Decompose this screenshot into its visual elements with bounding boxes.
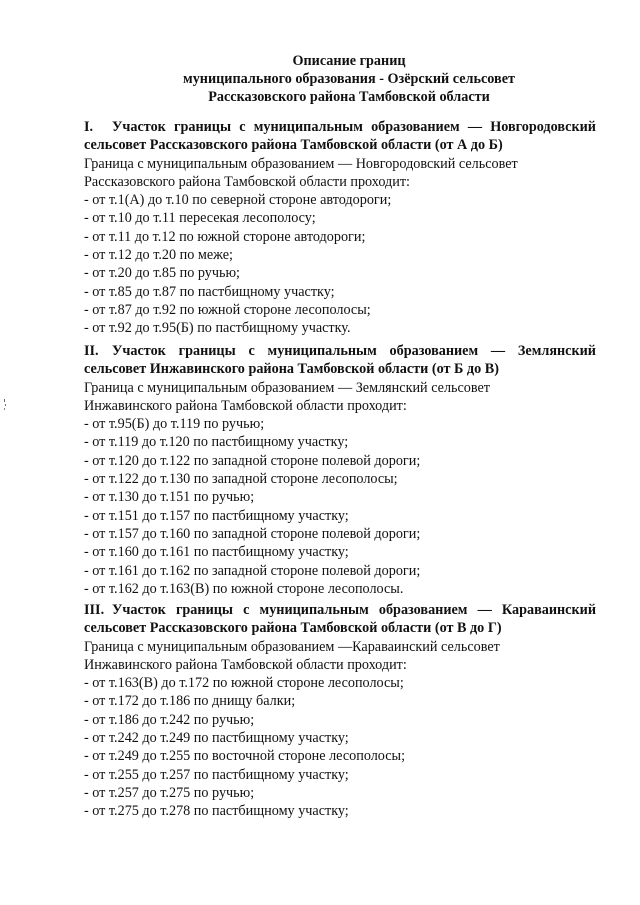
section-2-intro (84, 379, 596, 416)
section-3-intro (84, 638, 596, 675)
section-2-heading (84, 342, 596, 379)
scan-artifact (3, 398, 8, 412)
section-2-heading-text: Участок границы с муниципальным образованием — Землянский сельсовет Инжавинского района Тамбовской области (от Б до В) (84, 343, 596, 378)
title-line-2: муниципального образования - Озёрский сельсовет (183, 71, 515, 87)
list-item: - от т.20 до т.85 по ручью; (84, 265, 240, 282)
section-2-items (84, 415, 596, 598)
section-1-number: I. (84, 119, 94, 135)
section-3-heading (84, 601, 596, 638)
list-item: - от т.255 до т.257 по пастбищному участку; (84, 766, 349, 783)
section-3 (84, 601, 596, 821)
title-line-1: Описание границ (292, 53, 406, 69)
list-item: - от т.1(А) до т.10 по северной стороне автодороги; (84, 192, 392, 209)
list-item: - от т.85 до т.87 по пастбищному участку; (84, 283, 335, 300)
section-2 (84, 342, 596, 598)
section-1-intro (84, 155, 596, 192)
list-item: - от т.120 до т.122 по западной стороне полевой дороги; (84, 452, 421, 469)
list-item: - от т.95(Б) до т.119 по ручью; (84, 416, 265, 433)
list-item: - от т.87 до т.92 по южной стороне лесополосы; (84, 301, 371, 318)
list-item: - от т.12 до т.20 по меже; (84, 247, 233, 264)
section-1-intro-line-2: Рассказовского района Тамбовской области проходит: (84, 173, 410, 190)
section-2-intro-line-2: Инжавинского района Тамбовской области проходит: (84, 397, 407, 414)
list-item: - от т.130 до т.151 по ручью; (84, 489, 255, 506)
list-item: - от т.162 до т.163(В) по южной стороне лесополосы. (84, 580, 404, 597)
title-line-3: Рассказовского района Тамбовской области (208, 89, 490, 105)
list-item: - от т.275 до т.278 по пастбищному участку; (84, 803, 349, 820)
scan-speck-icon (3, 398, 8, 412)
list-item: - от т.151 до т.157 по пастбищному участку; (84, 507, 349, 524)
list-item: - от т.160 до т.161 по пастбищному участку; (84, 544, 349, 561)
list-item: - от т.249 до т.255 по восточной стороне лесополосы; (84, 748, 406, 765)
document-title (0, 52, 640, 106)
section-3-number: III. (84, 602, 105, 618)
list-item: - от т.10 до т.11 пересекая лесополосу; (84, 210, 316, 227)
section-1-intro-line-1: Граница с муниципальным образованием — Новгородовский сельсовет (84, 155, 518, 172)
section-2-number: II. (84, 343, 99, 359)
section-2-intro-line-1: Граница с муниципальным образованием — Землянский сельсовет (84, 379, 491, 396)
list-item: - от т.122 до т.130 по западной стороне лесополосы; (84, 471, 398, 488)
list-item: - от т.11 до т.12 по южной стороне автодороги; (84, 228, 366, 245)
section-3-intro-line-1: Граница с муниципальным образованием —Караваинский сельсовет (84, 638, 500, 655)
list-item: - от т.119 до т.120 по пастбищному участку; (84, 434, 349, 451)
list-item: - от т.242 до т.249 по пастбищному участку; (84, 730, 349, 747)
section-3-intro-line-2: Инжавинского района Тамбовской области проходит: (84, 656, 407, 673)
section-1 (84, 118, 596, 338)
section-3-items (84, 674, 596, 820)
list-item: - от т.163(В) до т.172 по южной стороне лесополосы; (84, 675, 404, 692)
list-item: - от т.157 до т.160 по западной стороне полевой дороги; (84, 525, 421, 542)
list-item: - от т.161 до т.162 по западной стороне полевой дороги; (84, 562, 421, 579)
section-1-heading-text: Участок границы с муниципальным образованием — Новгородовский сельсовет Рассказовского района Тамбовской области (от А до Б) (84, 119, 596, 154)
section-1-heading (84, 118, 596, 155)
list-item: - от т.92 до т.95(Б) по пастбищному участку. (84, 320, 351, 337)
list-item: - от т.186 до т.242 по ручью; (84, 711, 255, 728)
section-1-items (84, 191, 596, 337)
list-item: - от т.257 до т.275 по ручью; (84, 784, 255, 801)
list-item: - от т.172 до т.186 по днищу балки; (84, 693, 296, 710)
section-3-heading-text: Участок границы с муниципальным образованием — Караваинский сельсовет Рассказовского района Тамбовской области (от В до Г) (84, 602, 596, 637)
